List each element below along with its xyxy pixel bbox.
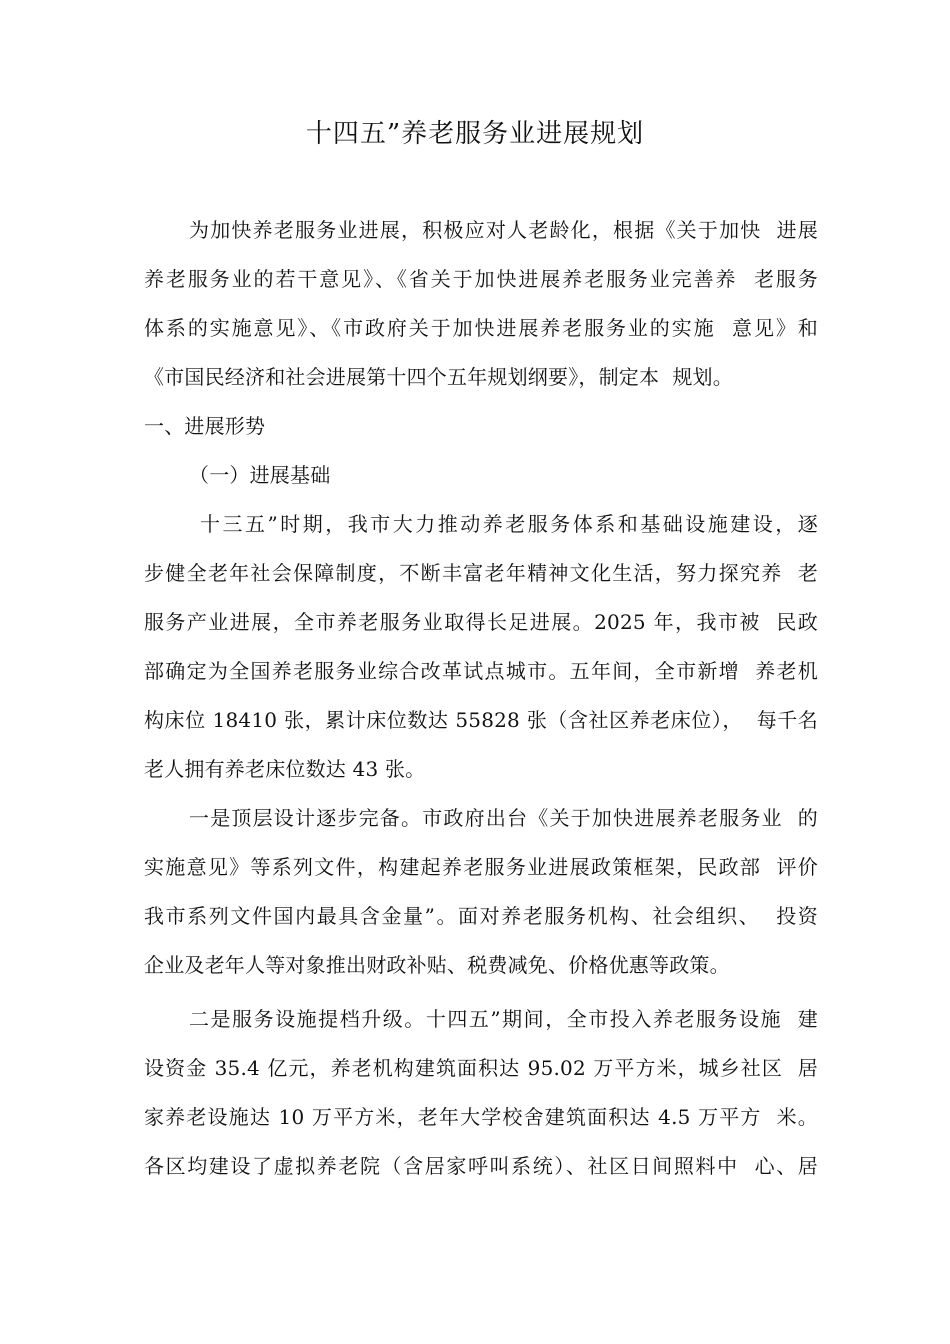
paragraph-line: 体系的实施意见》、《市政府关于加快进展养老服务业的实施 意见》和: [144, 316, 818, 340]
paragraph-line: 部确定为全国养老服务业综合改革试点城市。五年间，全市新增 养老机: [144, 659, 818, 683]
paragraph-line: 为加快养老服务业进展，积极应对人老龄化，根据《关于加快 进展: [189, 218, 818, 242]
paragraph-line: 服务产业进展，全市养老服务业取得长足进展。2025 年，我市被 民政: [144, 610, 818, 634]
paragraph-line: 构床位 18410 张，累计床位数达 55828 张（含社区养老床位）， 每千名: [144, 708, 818, 732]
paragraph-line: 实施意见》等系列文件，构建起养老服务业进展政策框架，民政部 评价: [144, 855, 818, 879]
paragraph-line: 企业及老年人等对象推出财政补贴、税费减免、价格优惠等政策。: [144, 953, 730, 977]
paragraph-line: 设资金 35.4 亿元，养老机构建筑面积达 95.02 万平方米，城乡社区 居: [144, 1056, 818, 1080]
document-title: 十四五”养老服务业进展规划: [305, 119, 645, 149]
paragraph-line: 老人拥有养老床位数达 43 张。: [144, 757, 426, 781]
paragraph-line: 《市国民经济和社会进展第十四个五年规划纲要》，制定本 规划。: [144, 365, 733, 389]
paragraph-line: 步健全老年社会保障制度，不断丰富老年精神文化生活，努力探究养 老: [144, 561, 818, 585]
subsection-heading: （一）进展基础: [189, 463, 331, 487]
paragraph-line: 各区均建设了虚拟养老院（含居家呼叫系统）、社区日间照料中 心、居: [144, 1154, 818, 1178]
section-heading: 一、进展形势: [144, 414, 266, 438]
paragraph-line: 家养老设施达 10 万平方米，老年大学校舍建筑面积达 4.5 万平方 米。: [144, 1105, 818, 1129]
paragraph-line: 我市系列文件国内最具含金量”。面对养老服务机构、社会组织、 投资: [144, 904, 818, 928]
paragraph-line: 一是顶层设计逐步完备。市政府出台《关于加快进展养老服务业 的: [189, 806, 818, 830]
paragraph-line: 二是服务设施提档升级。十四五”期间，全市投入养老服务设施 建: [189, 1007, 818, 1031]
paragraph-line: 养老服务业的若干意见》、《省关于加快进展养老服务业完善养 老服务: [144, 267, 818, 291]
paragraph-line: 十三五”时期，我市大力推动养老服务体系和基础设施建设，逐: [200, 512, 818, 536]
